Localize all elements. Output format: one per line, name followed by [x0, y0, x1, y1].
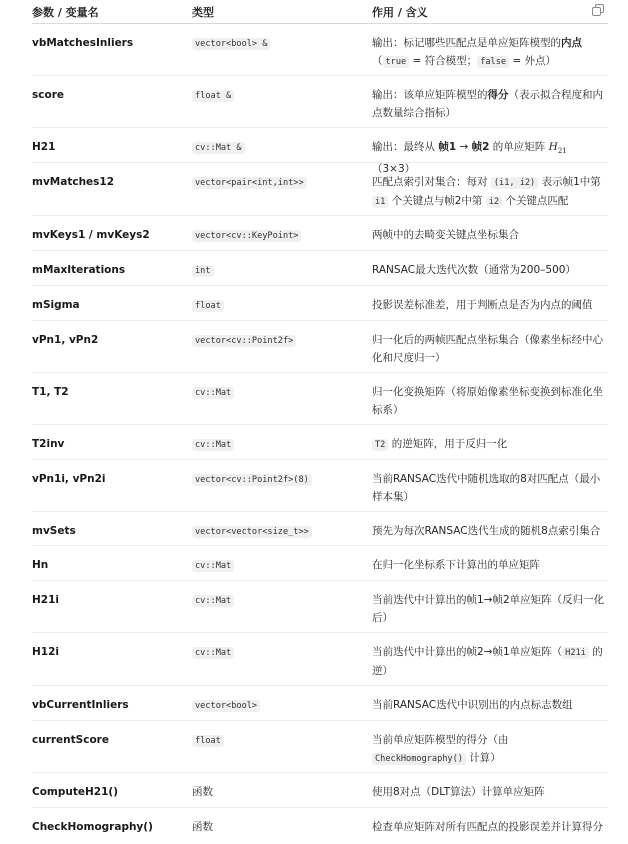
- copy-icon[interactable]: [592, 4, 604, 16]
- desc-strong: 内点: [561, 37, 582, 49]
- desc-text: 的单应矩阵: [489, 141, 549, 153]
- param-desc: 当前迭代中计算出的帧1→帧2单应矩阵（反归一化后）: [372, 594, 605, 624]
- param-type: [192, 86, 367, 105]
- type-code: float &: [192, 90, 234, 102]
- header-param: 参数 / 变量名: [32, 6, 99, 19]
- desc-code: H21i: [562, 647, 589, 659]
- param-name: mSigma: [32, 299, 80, 311]
- param-name: mvMatches12: [32, 176, 115, 188]
- desc-text: = 符合模型；: [409, 55, 478, 67]
- param-desc: 当前RANSAC迭代中随机选取的8对匹配点（最小样本集）: [372, 473, 601, 503]
- param-type: [192, 296, 367, 315]
- param-name: vbMatchesInliers: [32, 37, 134, 49]
- param-type: [192, 591, 367, 610]
- param-desc: [372, 173, 608, 211]
- desc-strong: 得分: [487, 89, 509, 101]
- table-row: [32, 251, 608, 286]
- param-name: mMaxIterations: [32, 264, 126, 276]
- table-row: [32, 581, 608, 633]
- param-type: [192, 470, 367, 489]
- desc-code: true: [383, 56, 410, 68]
- param-type: [192, 643, 367, 662]
- param-desc: [372, 34, 608, 71]
- param-name: H21: [32, 141, 56, 153]
- type-code: vector<pair<int,int>>: [192, 177, 307, 189]
- param-desc: [372, 86, 608, 122]
- param-desc: 检查单应矩阵对所有匹配点的投影误差并计算得分: [372, 821, 603, 833]
- desc-text: 个关键点匹配: [502, 195, 569, 207]
- param-desc: [372, 643, 608, 680]
- desc-text: 个关键点与帧2中第: [388, 195, 486, 207]
- table-row: [32, 773, 608, 808]
- desc-text: 的逆矩阵，用于反归一化: [388, 438, 508, 450]
- type-code: vector<cv::Point2f>: [192, 335, 296, 347]
- desc-text: 匹配点索引对集合：每对: [372, 176, 491, 188]
- type-code: vector<cv::KeyPoint>: [192, 230, 301, 242]
- param-type: [192, 696, 367, 715]
- type-code: cv::Mat: [192, 647, 234, 659]
- param-name: mvKeys1 / mvKeys2: [32, 229, 150, 241]
- table-row: [32, 633, 608, 686]
- param-name: ComputeH21(): [32, 786, 118, 798]
- table-row: [32, 76, 608, 128]
- param-desc: 投影误差标准差，用于判断点是否为内点的阈值: [372, 299, 593, 311]
- param-type: [192, 261, 367, 280]
- desc-text: 的逆）: [372, 646, 603, 677]
- desc-code: (i1, i2): [491, 177, 538, 189]
- table-row: [32, 460, 608, 512]
- type-code: vector<cv::Point2f>(8): [192, 474, 312, 486]
- parameter-table: [32, 0, 608, 843]
- header-desc: 作用 / 含义: [372, 6, 428, 19]
- desc-text: （3×3）: [372, 163, 416, 176]
- param-type: 函数: [192, 786, 213, 798]
- math-h: [548, 141, 567, 156]
- param-desc: 两帧中的去畸变关键点坐标集合: [372, 229, 519, 241]
- param-desc: 使用8对点（DLT算法）计算单应矩阵: [372, 786, 545, 798]
- type-code: cv::Mat: [192, 595, 234, 607]
- desc-text: 计算）: [465, 752, 501, 764]
- param-desc: 预先为每次RANSAC迭代生成的随机8点索引集合: [372, 525, 601, 537]
- table-row: [32, 286, 608, 321]
- param-type: [192, 138, 367, 157]
- table-row: [32, 425, 608, 460]
- param-desc: 归一化后的两帧匹配点坐标集合（像素坐标经中心化和尺度归一）: [372, 334, 603, 364]
- table-row: [32, 24, 608, 76]
- param-name: H21i: [32, 594, 59, 606]
- table-row: [32, 686, 608, 721]
- desc-text: →: [456, 141, 472, 153]
- param-name: vbCurrentInliers: [32, 699, 129, 711]
- type-code: cv::Mat &: [192, 142, 245, 154]
- type-code: vector<vector<size_t>>: [192, 526, 312, 538]
- param-type: [192, 226, 367, 245]
- param-name: H12i: [32, 646, 59, 658]
- header-type: 类型: [192, 6, 214, 19]
- param-type: [192, 34, 367, 53]
- param-desc: RANSAC最大迭代次数（通常为200–500）: [372, 264, 576, 276]
- param-type: [192, 173, 367, 192]
- param-name: T2inv: [32, 438, 65, 450]
- type-code: cv::Mat: [192, 387, 234, 399]
- param-desc: 在归一化坐标系下计算出的单应矩阵: [372, 559, 540, 571]
- type-code: cv::Mat: [192, 560, 234, 572]
- param-desc: 归一化变换矩阵（将原始像素坐标变换到标准化坐标系）: [372, 386, 603, 416]
- desc-text: 输出：最终从: [372, 141, 439, 153]
- type-code: vector<bool>: [192, 700, 260, 712]
- param-type: [192, 731, 367, 750]
- math-symbol: H: [548, 141, 558, 153]
- desc-strong: 帧1: [438, 141, 457, 153]
- param-type: [192, 556, 367, 575]
- param-name: T1, T2: [32, 386, 69, 398]
- table-row: [32, 546, 608, 581]
- param-name: mvSets: [32, 525, 76, 537]
- desc-code: T2: [372, 439, 388, 451]
- desc-strong: 帧2: [471, 141, 490, 153]
- desc-code: i1: [372, 196, 388, 208]
- table-row: [32, 808, 608, 843]
- param-name: Hn: [32, 559, 49, 571]
- param-type: [192, 435, 367, 454]
- desc-text: 当前单应矩阵模型的得分（由: [372, 734, 509, 746]
- param-type: [192, 522, 367, 541]
- math-subscript: 21: [557, 147, 567, 156]
- param-type: [192, 383, 367, 402]
- desc-text: 输出：标记哪些匹配点是单应矩阵模型的: [372, 37, 561, 49]
- desc-code: i2: [486, 196, 502, 208]
- table-row: [32, 512, 608, 546]
- desc-text: （: [372, 55, 383, 67]
- param-name: score: [32, 89, 64, 101]
- desc-text: 表示帧1中第: [538, 176, 601, 188]
- param-name: vPn1i, vPn2i: [32, 473, 106, 485]
- param-desc: [372, 435, 608, 454]
- desc-text: 当前迭代中计算出的帧2→帧1单应矩阵（: [372, 646, 563, 658]
- param-desc: [372, 731, 608, 768]
- param-desc: 当前RANSAC迭代中识别出的内点标志数组: [372, 699, 573, 711]
- param-name: CheckHomography(): [32, 821, 153, 833]
- table-header: [32, 0, 608, 24]
- desc-text: （表示拟合程度和内点数量综合指标）: [372, 89, 603, 119]
- param-type: 函数: [192, 821, 213, 833]
- desc-text: 输出：该单应矩阵模型的: [372, 89, 488, 101]
- param-type: [192, 331, 367, 350]
- table-row: [32, 721, 608, 773]
- type-code: float: [192, 735, 224, 747]
- table-row: [32, 216, 608, 251]
- desc-code: CheckHomography(): [372, 753, 466, 765]
- desc-code: false: [477, 56, 509, 68]
- type-code: vector<bool> &: [192, 38, 270, 50]
- table-row: [32, 321, 608, 373]
- param-name: currentScore: [32, 734, 109, 746]
- type-code: cv::Mat: [192, 439, 234, 451]
- table-row: [32, 163, 608, 216]
- desc-text: = 外点）: [509, 55, 557, 67]
- type-code: float: [192, 300, 224, 312]
- param-name: vPn1, vPn2: [32, 334, 99, 346]
- table-row: [32, 373, 608, 425]
- type-code: int: [192, 265, 214, 277]
